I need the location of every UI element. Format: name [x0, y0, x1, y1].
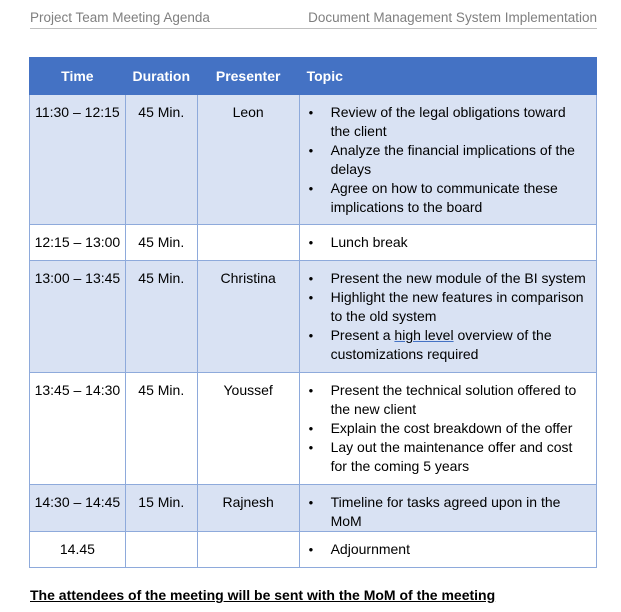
- topic-item: [306, 269, 588, 288]
- presenter-cell: Christina: [197, 261, 299, 373]
- presenter-cell: [197, 532, 299, 568]
- topic-cell: [299, 532, 596, 568]
- bullet-icon: •: [308, 290, 314, 305]
- topic-text: Lay out the maintenance offer and cost for the coming 5 years: [330, 439, 573, 474]
- topic-list: [306, 233, 588, 252]
- document-title: Project Team Meeting Agenda: [30, 10, 210, 25]
- duration-cell: [125, 532, 197, 568]
- topic-text: Present the technical solution offered to the new client: [330, 382, 577, 417]
- topic-text: Agree on how to communicate these implications to the board: [330, 180, 558, 215]
- topic-text: Explain the cost breakdown of the offer: [330, 420, 573, 436]
- topic-cell: [299, 373, 596, 485]
- bullet-icon: •: [308, 235, 314, 250]
- topic-cell: [299, 95, 596, 225]
- topic-cell: [299, 485, 596, 532]
- topic-item: [306, 381, 588, 419]
- presenter-cell: Youssef: [197, 373, 299, 485]
- topic-text: Present the new module of the BI system: [330, 270, 586, 286]
- topic-list: [306, 269, 588, 364]
- bullet-icon: •: [308, 271, 314, 286]
- bullet-icon: •: [308, 495, 314, 510]
- topic-item: [306, 103, 588, 141]
- topic-item: [306, 141, 588, 179]
- agenda-row: [30, 95, 597, 225]
- bullet-icon: •: [308, 181, 314, 196]
- presenter-cell: Leon: [197, 95, 299, 225]
- bullet-icon: •: [308, 542, 314, 557]
- topic-text: Lunch break: [330, 234, 408, 250]
- agenda-row: [30, 532, 597, 568]
- agenda-header-row: [30, 58, 597, 95]
- topic-list: [306, 381, 588, 476]
- time-cell: 12:15 – 13:00: [30, 225, 126, 261]
- column-header-presenter: Presenter: [197, 58, 299, 95]
- bullet-icon: •: [308, 421, 314, 436]
- topic-text: Highlight the new features in comparison to the old system: [330, 289, 584, 324]
- topic-text: Review of the legal obligations toward the client: [330, 104, 566, 139]
- presenter-cell: Rajnesh: [197, 485, 299, 532]
- topic-list: [306, 103, 588, 217]
- topic-item: [306, 540, 588, 559]
- topic-text: Timeline for tasks agreed upon in the MoM: [330, 494, 561, 529]
- topic-text: Present a high level overview of the customizations required: [330, 327, 552, 362]
- agenda-row: [30, 485, 597, 532]
- agenda-table: [29, 57, 597, 568]
- time-cell: 11:30 – 12:15: [30, 95, 126, 225]
- time-cell: 13:00 – 13:45: [30, 261, 126, 373]
- duration-cell: 45 Min.: [125, 373, 197, 485]
- bullet-icon: •: [308, 383, 314, 398]
- topic-list: [306, 540, 588, 559]
- topic-text: Adjournment: [330, 541, 410, 557]
- bullet-icon: •: [308, 143, 314, 158]
- presenter-cell: [197, 225, 299, 261]
- agenda-row: [30, 225, 597, 261]
- page-header: [30, 10, 597, 29]
- bullet-icon: •: [308, 328, 314, 343]
- duration-cell: 45 Min.: [125, 225, 197, 261]
- duration-cell: 45 Min.: [125, 95, 197, 225]
- time-cell: 14:30 – 14:45: [30, 485, 126, 532]
- agenda-row: [30, 261, 597, 373]
- topic-item: [306, 493, 588, 531]
- column-header-time: Time: [30, 58, 126, 95]
- document-subtitle: Document Management System Implementation: [308, 10, 597, 25]
- topic-item: [306, 419, 588, 438]
- column-header-topic: Topic: [299, 58, 596, 95]
- topic-list: [306, 493, 588, 531]
- footer-note: The attendees of the meeting will be sent with the MoM of the meeting: [30, 587, 496, 603]
- column-header-duration: Duration: [125, 58, 197, 95]
- agenda-row: [30, 373, 597, 485]
- topic-item: [306, 288, 588, 326]
- time-cell: 13:45 – 14:30: [30, 373, 126, 485]
- topic-item: [306, 233, 588, 252]
- topic-cell: [299, 225, 596, 261]
- topic-item: [306, 438, 588, 476]
- bullet-icon: •: [308, 440, 314, 455]
- topic-item: [306, 326, 588, 364]
- topic-text: Analyze the financial implications of the delays: [330, 142, 575, 177]
- topic-item: [306, 179, 588, 217]
- bullet-icon: •: [308, 105, 314, 120]
- duration-cell: 15 Min.: [125, 485, 197, 532]
- topic-cell: [299, 261, 596, 373]
- time-cell: 14.45: [30, 532, 126, 568]
- duration-cell: 45 Min.: [125, 261, 197, 373]
